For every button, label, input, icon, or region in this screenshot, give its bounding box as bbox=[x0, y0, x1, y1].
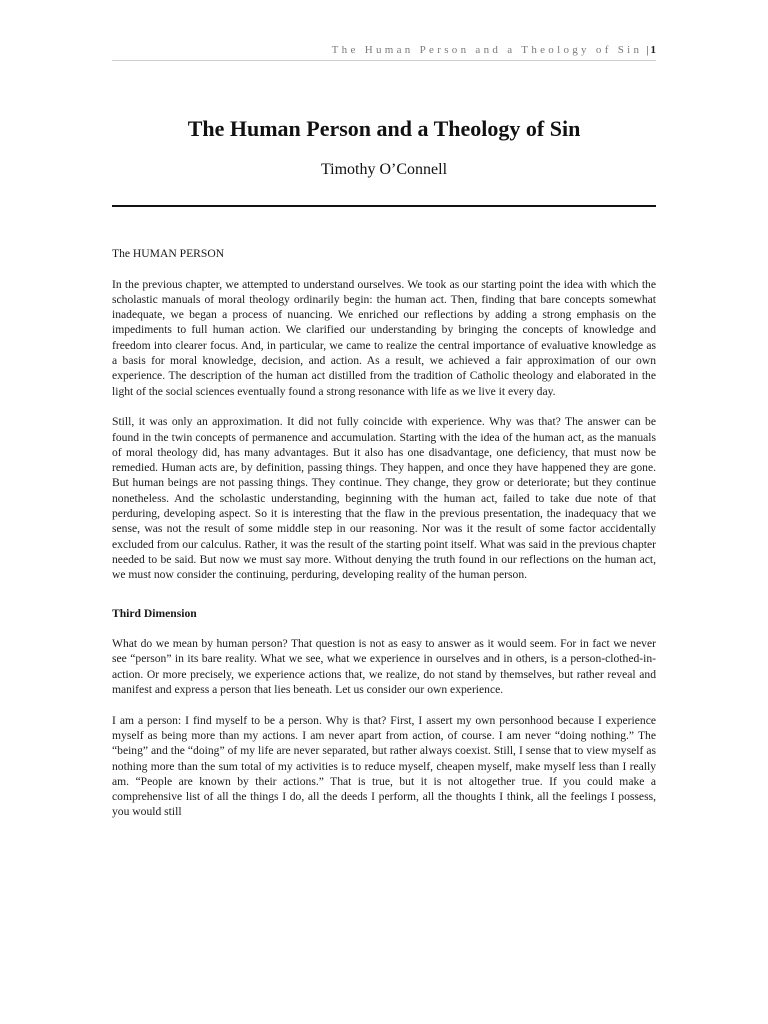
header-rule bbox=[112, 60, 656, 61]
section-heading: Third Dimension bbox=[112, 606, 197, 620]
running-header-separator: | bbox=[646, 44, 649, 56]
document-author: Timothy O’Connell bbox=[320, 161, 448, 178]
paragraph: In the previous chapter, we attempted to understand ourselves. We took as our starting point the idea with which the scholastic manuals of moral theology ordinarily begin: the human act. Then, finding that bare concepts somewhat inadequate, we began a process of nuancing. We enriched our reflections by adding a strong emphasis on the impediments to full human action. We clarified our understanding by bringing the concepts of knowledge and freedom into clearer focus. And, in particular, we came to realize the central importance of evaluative knowledge as a basis for moral knowledge, decision, and action. As a result, we achieved a fair approximation of our own experience. The description of the human act distilled from the tradition of Catholic theology and elaborated in the light of the social sciences eventually found a strong resonance with life as we live it every day. bbox=[112, 277, 656, 398]
document-title: The Human Person and a Theology of Sin bbox=[187, 116, 581, 141]
title-rule bbox=[112, 205, 656, 207]
running-header-title: The Human Person and a Theology of Sin bbox=[331, 44, 643, 56]
paragraph: I am a person: I find myself to be a person. Why is that? First, I assert my own personhood because I experience myself as being more than my actions. I am never apart from action, of course. I am never “doing nothing.” The “being” and the “doing” of my life are never separated, but rather always coexist. Still, I sense that to view myself as nothing more than the sum total of my activities is to reduce myself, cheapen myself, make myself less than I really am. “People are known by their actions.” That is true, but it is not altogether true. If you could make a comprehensive list of all the things I do, all the deeds I perform, all the thoughts I think, all the feelings I possess, you would still bbox=[112, 713, 656, 819]
section-heading: The HUMAN PERSON bbox=[112, 247, 225, 260]
running-header bbox=[112, 44, 656, 56]
paragraph: Still, it was only an approximation. It did not fully coincide with experience. Why was that? The answer can be found in the twin concepts of permanence and accumulation. Starting with the idea of the human act, as the manuals of moral theology did, has many advantages. But it also has one disadvantage, one deficiency, that must now be remedied. Human acts are, by definition, passing things. They happen, and once they have happened they are gone. But human beings are not passing things. They continue. They change, they grow or deteriorate; but they continue nonetheless. And the scholastic understanding, beginning with the human act, failed to take due note of that perduring, developing aspect. So it is interesting that the flaw in the previous presentation, the inadequacy that we sense, was not the result of some middle step in our reasoning. Nor was it the result of some factor accidentally excluded from our calculus. Rather, it was the result of the starting point itself. What was said in the previous chapter needed to be said. But now we must say more. Without denying the truth found in our reflections on the human act, we must now consider the continuing, perduring, developing reality of the human person. bbox=[112, 415, 656, 582]
paragraph: What do we mean by human person? That question is not as easy to answer as it would seem. For in fact we never see “person” in its bare reality. What we see, what we experience in ourselves and in others, is a person-clothed-in-action. Or more precisely, we experience actions that, we realize, do not stand by themselves, but rather reveal and manifest and express a person that lies beneath. Let us consider our own experience. bbox=[112, 637, 656, 697]
page-number: 1 bbox=[650, 44, 656, 56]
document-body bbox=[112, 246, 656, 820]
